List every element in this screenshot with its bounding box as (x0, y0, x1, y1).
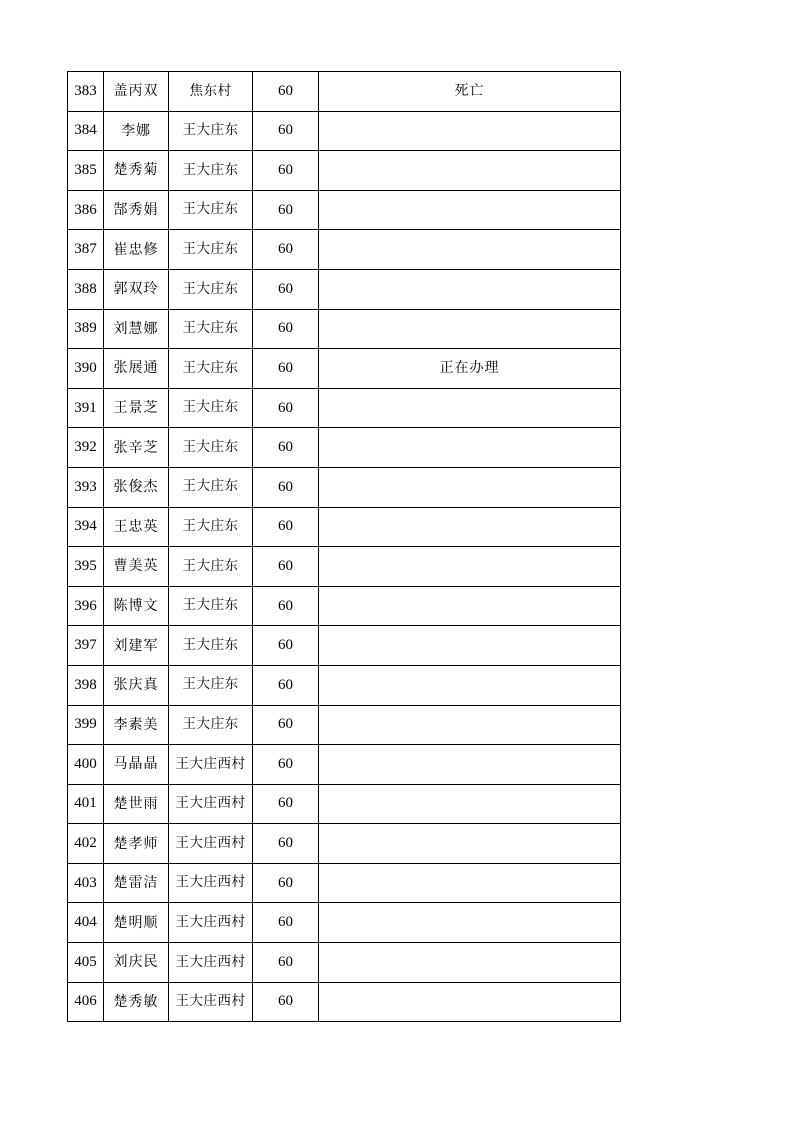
amount-cell: 60 (253, 349, 319, 389)
remark-cell (319, 982, 621, 1022)
remark-cell (319, 943, 621, 983)
row-number-cell: 390 (68, 349, 104, 389)
table-row (68, 784, 621, 824)
village-cell: 王大庄西村 (169, 784, 253, 824)
remark-cell (319, 269, 621, 309)
amount-cell: 60 (253, 190, 319, 230)
remark-cell (319, 705, 621, 745)
amount-cell: 60 (253, 467, 319, 507)
subsidy-table (67, 71, 621, 1022)
amount-cell: 60 (253, 586, 319, 626)
person-name-cell: 张庆真 (104, 665, 169, 705)
row-number-cell: 405 (68, 943, 104, 983)
table-row (68, 309, 621, 349)
table-row (68, 230, 621, 270)
row-number-cell: 389 (68, 309, 104, 349)
amount-cell: 60 (253, 903, 319, 943)
row-number-cell: 404 (68, 903, 104, 943)
person-name-cell: 楚秀敏 (104, 982, 169, 1022)
table-row (68, 982, 621, 1022)
person-name-cell: 郭双玲 (104, 269, 169, 309)
village-cell: 王大庄西村 (169, 863, 253, 903)
table-row (68, 903, 621, 943)
row-number-cell: 406 (68, 982, 104, 1022)
remark-cell (319, 586, 621, 626)
amount-cell: 60 (253, 111, 319, 151)
person-name-cell: 李素美 (104, 705, 169, 745)
amount-cell: 60 (253, 626, 319, 666)
person-name-cell: 李娜 (104, 111, 169, 151)
remark-cell (319, 824, 621, 864)
row-number-cell: 398 (68, 665, 104, 705)
table-row (68, 665, 621, 705)
amount-cell: 60 (253, 745, 319, 785)
table-row (68, 547, 621, 587)
remark-cell (319, 626, 621, 666)
row-number-cell: 387 (68, 230, 104, 270)
amount-cell: 60 (253, 547, 319, 587)
village-cell: 焦东村 (169, 72, 253, 112)
remark-cell (319, 784, 621, 824)
person-name-cell: 刘庆民 (104, 943, 169, 983)
person-name-cell: 张展通 (104, 349, 169, 389)
person-name-cell: 王景芝 (104, 388, 169, 428)
village-cell: 王大庄东 (169, 230, 253, 270)
amount-cell: 60 (253, 824, 319, 864)
row-number-cell: 399 (68, 705, 104, 745)
village-cell: 王大庄东 (169, 269, 253, 309)
row-number-cell: 386 (68, 190, 104, 230)
village-cell: 王大庄东 (169, 190, 253, 230)
remark-cell (319, 467, 621, 507)
amount-cell: 60 (253, 863, 319, 903)
amount-cell: 60 (253, 269, 319, 309)
remark-cell (319, 665, 621, 705)
amount-cell: 60 (253, 388, 319, 428)
amount-cell: 60 (253, 428, 319, 468)
person-name-cell: 崔忠修 (104, 230, 169, 270)
person-name-cell: 楚秀菊 (104, 151, 169, 191)
person-name-cell: 郜秀娟 (104, 190, 169, 230)
row-number-cell: 385 (68, 151, 104, 191)
village-cell: 王大庄东 (169, 111, 253, 151)
amount-cell: 60 (253, 72, 319, 112)
remark-cell (319, 428, 621, 468)
person-name-cell: 张辛芝 (104, 428, 169, 468)
remark-cell (319, 111, 621, 151)
table-row (68, 507, 621, 547)
table-row (68, 190, 621, 230)
remark-cell (319, 230, 621, 270)
person-name-cell: 盖丙双 (104, 72, 169, 112)
village-cell: 王大庄西村 (169, 745, 253, 785)
amount-cell: 60 (253, 705, 319, 745)
remark-cell: 正在办理 (319, 349, 621, 389)
table-row (68, 745, 621, 785)
village-cell: 王大庄东 (169, 349, 253, 389)
table-row (68, 388, 621, 428)
row-number-cell: 401 (68, 784, 104, 824)
row-number-cell: 395 (68, 547, 104, 587)
remark-cell (319, 151, 621, 191)
village-cell: 王大庄东 (169, 388, 253, 428)
person-name-cell: 曹美英 (104, 547, 169, 587)
remark-cell (319, 507, 621, 547)
table-row (68, 705, 621, 745)
remark-cell (319, 745, 621, 785)
row-number-cell: 391 (68, 388, 104, 428)
remark-cell (319, 388, 621, 428)
village-cell: 王大庄东 (169, 428, 253, 468)
village-cell: 王大庄东 (169, 151, 253, 191)
remark-cell (319, 547, 621, 587)
remark-cell (319, 190, 621, 230)
table-row (68, 151, 621, 191)
row-number-cell: 396 (68, 586, 104, 626)
village-cell: 王大庄西村 (169, 982, 253, 1022)
village-cell: 王大庄东 (169, 586, 253, 626)
person-name-cell: 楚雷洁 (104, 863, 169, 903)
person-name-cell: 刘建军 (104, 626, 169, 666)
row-number-cell: 392 (68, 428, 104, 468)
village-cell: 王大庄西村 (169, 903, 253, 943)
row-number-cell: 388 (68, 269, 104, 309)
row-number-cell: 394 (68, 507, 104, 547)
table-row (68, 943, 621, 983)
remark-cell: 死亡 (319, 72, 621, 112)
person-name-cell: 张俊杰 (104, 467, 169, 507)
table-row (68, 824, 621, 864)
document-table-container (67, 71, 621, 1022)
row-number-cell: 384 (68, 111, 104, 151)
row-number-cell: 397 (68, 626, 104, 666)
table-row (68, 586, 621, 626)
row-number-cell: 402 (68, 824, 104, 864)
table-row (68, 863, 621, 903)
person-name-cell: 刘慧娜 (104, 309, 169, 349)
amount-cell: 60 (253, 309, 319, 349)
row-number-cell: 393 (68, 467, 104, 507)
remark-cell (319, 903, 621, 943)
row-number-cell: 403 (68, 863, 104, 903)
village-cell: 王大庄东 (169, 507, 253, 547)
table-row (68, 111, 621, 151)
person-name-cell: 王忠英 (104, 507, 169, 547)
person-name-cell: 楚孝师 (104, 824, 169, 864)
amount-cell: 60 (253, 507, 319, 547)
table-body (68, 72, 621, 1022)
amount-cell: 60 (253, 982, 319, 1022)
remark-cell (319, 309, 621, 349)
amount-cell: 60 (253, 230, 319, 270)
amount-cell: 60 (253, 151, 319, 191)
village-cell: 王大庄东 (169, 665, 253, 705)
amount-cell: 60 (253, 943, 319, 983)
table-row (68, 72, 621, 112)
village-cell: 王大庄西村 (169, 943, 253, 983)
person-name-cell: 楚明顺 (104, 903, 169, 943)
table-row (68, 467, 621, 507)
village-cell: 王大庄东 (169, 626, 253, 666)
person-name-cell: 楚世雨 (104, 784, 169, 824)
village-cell: 王大庄东 (169, 547, 253, 587)
row-number-cell: 400 (68, 745, 104, 785)
person-name-cell: 马晶晶 (104, 745, 169, 785)
amount-cell: 60 (253, 784, 319, 824)
table-row (68, 626, 621, 666)
person-name-cell: 陈博文 (104, 586, 169, 626)
village-cell: 王大庄东 (169, 467, 253, 507)
row-number-cell: 383 (68, 72, 104, 112)
table-row (68, 428, 621, 468)
amount-cell: 60 (253, 665, 319, 705)
remark-cell (319, 863, 621, 903)
village-cell: 王大庄西村 (169, 824, 253, 864)
table-row (68, 349, 621, 389)
village-cell: 王大庄东 (169, 705, 253, 745)
village-cell: 王大庄东 (169, 309, 253, 349)
table-row (68, 269, 621, 309)
